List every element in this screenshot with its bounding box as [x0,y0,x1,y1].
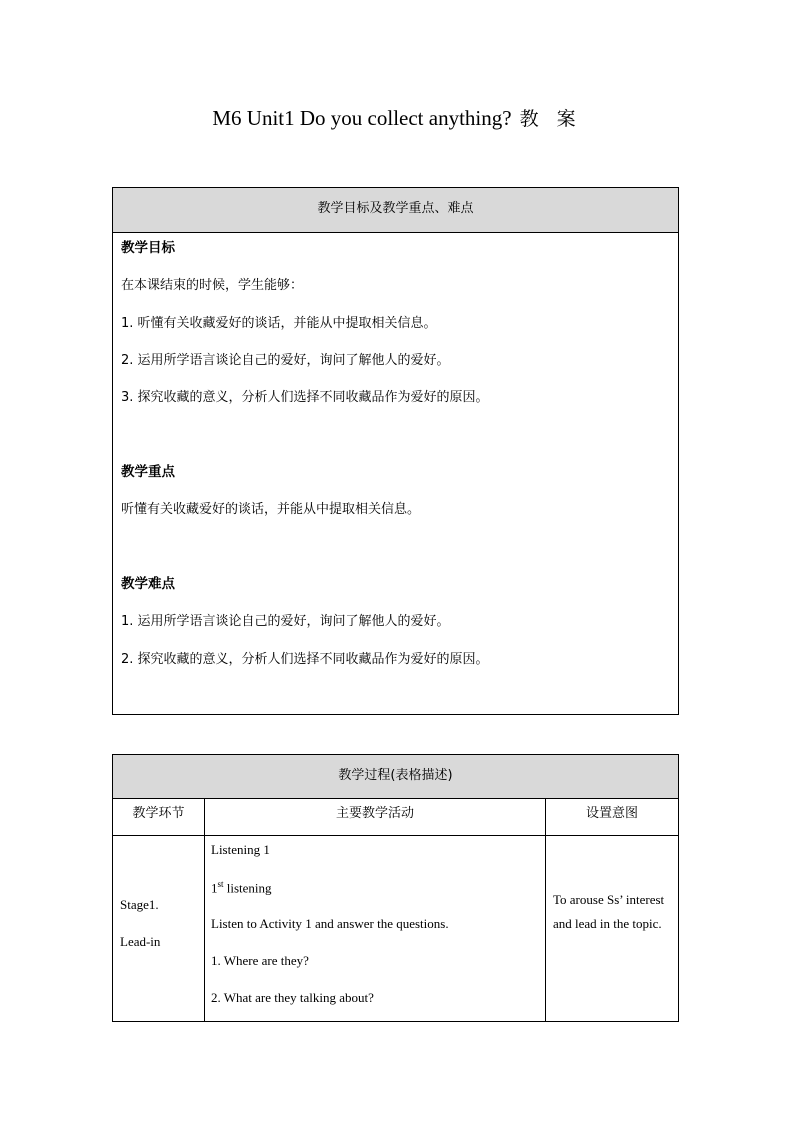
goal-heading: 教学目标 [121,240,175,256]
difficulty-item: 1. 运用所学语言谈论自己的爱好，询问了解他人的爱好。 [121,614,450,629]
objectives-table [112,187,679,715]
title-english: M6 Unit1 Do you collect anything? [212,106,512,130]
key-item: 听懂有关收藏爱好的谈话，并能从中提取相关信息。 [121,502,421,517]
stage-label: Stage1. [120,897,159,912]
activity-line: Listening 1 [211,842,270,857]
process-table [112,754,679,1022]
activity-line: 1. Where are they? [211,953,309,968]
goal-item: 2. 运用所学语言谈论自己的爱好，询问了解他人的爱好。 [121,353,450,368]
goal-item: 3. 探究收藏的意义，分析人们选择不同收藏品作为爱好的原因。 [121,390,489,405]
column-header-activities: 主要教学活动 [335,806,414,821]
column-header-stage: 教学环节 [132,806,185,821]
row-divider [113,835,678,836]
page-title [0,104,794,131]
activity-line: Listen to Activity 1 and answer the questions. [211,916,449,931]
stage-name: Lead-in [120,934,161,949]
key-heading: 教学重点 [121,464,175,480]
column-header-purpose: 设置意图 [585,806,638,821]
goal-item: 1. 听懂有关收藏爱好的谈话，并能从中提取相关信息。 [121,316,437,331]
process-header: 教学过程(表格描述) [113,755,678,799]
activity-line: 2. What are they talking about? [211,990,374,1005]
goal-intro: 在本课结束的时候，学生能够： [121,278,304,293]
difficulty-item: 2. 探究收藏的意义，分析人们选择不同收藏品作为爱好的原因。 [121,652,489,667]
activity-line: 1st listening [211,879,272,896]
objectives-header: 教学目标及教学重点、难点 [113,188,678,233]
difficulty-heading: 教学难点 [121,576,175,592]
title-chinese: 教 案 [519,108,582,130]
purpose-text: To arouse Ss’ interest and lead in the topic. [553,892,665,931]
